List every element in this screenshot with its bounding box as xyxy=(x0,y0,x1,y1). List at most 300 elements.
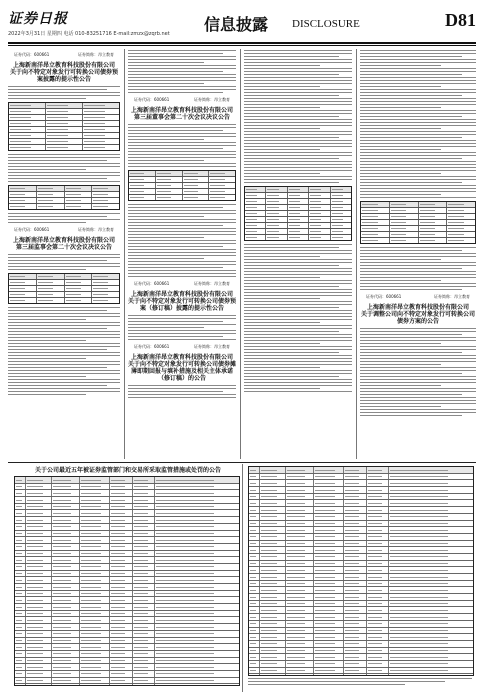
table-cell xyxy=(155,504,239,510)
table-cell xyxy=(389,661,473,667)
table-cell xyxy=(367,487,389,493)
table-cell xyxy=(80,644,110,650)
table-cell xyxy=(26,638,52,644)
table-cell xyxy=(314,628,344,634)
table-row xyxy=(15,544,239,551)
table-cell xyxy=(26,617,52,623)
table-cell xyxy=(367,587,389,593)
table-cell xyxy=(344,534,366,540)
table-row xyxy=(249,521,473,528)
table-cell xyxy=(155,631,239,637)
table-cell xyxy=(110,604,132,610)
table-cell xyxy=(389,668,473,674)
table-cell xyxy=(249,581,260,587)
table-cell xyxy=(260,641,286,647)
section-divider xyxy=(8,462,476,463)
table-cell xyxy=(249,567,260,573)
table-cell xyxy=(260,487,286,493)
table-row xyxy=(249,614,473,621)
table-cell xyxy=(15,604,26,610)
table-cell xyxy=(52,524,80,530)
table-cell xyxy=(52,537,80,543)
table-row xyxy=(15,557,239,564)
table-cell xyxy=(52,638,80,644)
column-2 xyxy=(128,48,236,460)
data-table xyxy=(8,185,120,210)
table-cell xyxy=(52,517,80,523)
table-cell xyxy=(249,547,260,553)
table-cell xyxy=(314,607,344,613)
table-cell xyxy=(314,507,344,513)
table-cell xyxy=(344,521,366,527)
table-cell xyxy=(389,581,473,587)
table-cell xyxy=(314,574,344,580)
table-cell xyxy=(133,564,155,570)
column-3 xyxy=(244,48,352,460)
table-cell xyxy=(133,477,155,483)
table-cell xyxy=(249,521,260,527)
table-cell xyxy=(389,474,473,480)
table-cell xyxy=(344,668,366,674)
announcement-title: 关于公司最近五年被证券监管部门和交易所采取监管措施或处罚的公告 xyxy=(34,467,221,474)
table-cell xyxy=(249,494,260,500)
table-cell xyxy=(389,567,473,573)
table-cell xyxy=(260,534,286,540)
table-cell xyxy=(260,541,286,547)
table-cell xyxy=(367,527,389,533)
table-row xyxy=(249,648,473,655)
table-cell xyxy=(110,551,132,557)
table-cell xyxy=(314,654,344,660)
table-row xyxy=(249,621,473,628)
table-cell xyxy=(26,517,52,523)
table-cell xyxy=(155,684,239,686)
table-row xyxy=(15,484,239,491)
table-cell xyxy=(249,654,260,660)
table-cell xyxy=(15,531,26,537)
table-cell xyxy=(249,467,260,473)
table-cell xyxy=(52,557,80,563)
table-cell xyxy=(389,521,473,527)
table-cell xyxy=(80,597,110,603)
table-cell xyxy=(133,531,155,537)
column-divider xyxy=(356,49,357,459)
table-cell xyxy=(260,574,286,580)
announcement-title: 关于向不特定对象发行可转换公司债券预案披露的提示性公告 xyxy=(9,69,118,83)
table-cell xyxy=(367,514,389,520)
table-cell xyxy=(26,678,52,684)
table-cell xyxy=(15,510,26,516)
table-cell xyxy=(389,467,473,473)
company-name: 上海新南洋昂立教育科技股份有限公司 xyxy=(12,62,115,69)
table-cell xyxy=(389,574,473,580)
table-cell xyxy=(80,591,110,597)
table-cell xyxy=(80,557,110,563)
table-cell xyxy=(367,500,389,506)
table-cell xyxy=(110,544,132,550)
company-name: 上海新南洋昂立教育科技股份有限公司 xyxy=(130,107,233,114)
table-cell xyxy=(80,490,110,496)
table-cell xyxy=(286,521,314,527)
table-cell xyxy=(26,524,52,530)
table-cell xyxy=(286,614,314,620)
table-cell xyxy=(260,480,286,486)
masthead-rule-thin xyxy=(8,45,476,46)
table-cell xyxy=(26,497,52,503)
table-cell xyxy=(52,684,80,686)
table-cell xyxy=(155,658,239,664)
table-cell xyxy=(26,671,52,677)
table-cell xyxy=(155,517,239,523)
table-row xyxy=(15,597,239,604)
data-table xyxy=(8,273,120,304)
table-row xyxy=(249,507,473,514)
table-cell xyxy=(26,597,52,603)
table-cell xyxy=(389,621,473,627)
table-cell xyxy=(133,577,155,583)
table-cell xyxy=(133,638,155,644)
table-row xyxy=(249,500,473,507)
table-cell xyxy=(286,527,314,533)
table-cell xyxy=(155,484,239,490)
table-cell xyxy=(26,658,52,664)
table-cell xyxy=(155,571,239,577)
table-cell xyxy=(367,654,389,660)
table-cell xyxy=(314,474,344,480)
table-cell xyxy=(15,631,26,637)
table-cell xyxy=(314,467,344,473)
table-cell xyxy=(15,651,26,657)
table-cell xyxy=(314,621,344,627)
table-cell xyxy=(80,497,110,503)
table-cell xyxy=(110,664,132,670)
table-cell xyxy=(314,547,344,553)
table-cell xyxy=(26,684,52,686)
table-cell xyxy=(344,474,366,480)
table-cell xyxy=(155,557,239,563)
table-cell xyxy=(389,534,473,540)
table-cell xyxy=(133,537,155,543)
table-cell xyxy=(15,644,26,650)
table-cell xyxy=(367,621,389,627)
table-cell xyxy=(155,671,239,677)
table-cell xyxy=(52,611,80,617)
table-row xyxy=(15,638,239,645)
table-cell xyxy=(52,490,80,496)
table-cell xyxy=(80,671,110,677)
table-cell xyxy=(260,614,286,620)
table-row xyxy=(249,668,473,675)
table-cell xyxy=(249,474,260,480)
table-cell xyxy=(52,510,80,516)
masthead xyxy=(8,8,476,44)
table-cell xyxy=(155,638,239,644)
table-cell xyxy=(52,651,80,657)
table-cell xyxy=(80,624,110,630)
table-cell xyxy=(344,467,366,473)
table-row xyxy=(249,547,473,554)
announcement-title: 关于向不特定对象发行可转换公司债券预案（修订稿）披露的提示性公告 xyxy=(128,298,236,312)
table-cell xyxy=(314,614,344,620)
table-cell xyxy=(110,597,132,603)
table-cell xyxy=(15,497,26,503)
table-cell xyxy=(133,644,155,650)
table-cell xyxy=(367,547,389,553)
table-cell xyxy=(155,577,239,583)
table-cell xyxy=(15,671,26,677)
table-cell xyxy=(286,467,314,473)
table-cell xyxy=(367,494,389,500)
table-cell xyxy=(15,611,26,617)
table-cell xyxy=(133,664,155,670)
table-cell xyxy=(344,648,366,654)
table-row xyxy=(15,624,239,631)
table-cell xyxy=(15,684,26,686)
dateline: 2022年3月31日 星期四 电话 010-83251716 E-mail:zmzx@zqrb.net xyxy=(8,31,170,37)
table-cell xyxy=(133,597,155,603)
table-cell xyxy=(367,648,389,654)
table-cell xyxy=(15,638,26,644)
table-cell xyxy=(155,564,239,570)
table-row xyxy=(15,571,239,578)
table-cell xyxy=(367,607,389,613)
table-cell xyxy=(286,514,314,520)
table-row xyxy=(15,517,239,524)
table-cell xyxy=(110,524,132,530)
table-cell xyxy=(155,524,239,530)
table-cell xyxy=(314,587,344,593)
table-cell xyxy=(52,497,80,503)
table-cell xyxy=(367,641,389,647)
table-cell xyxy=(52,644,80,650)
table-cell xyxy=(110,490,132,496)
table-cell xyxy=(26,664,52,670)
table-cell xyxy=(80,584,110,590)
table-row xyxy=(249,561,473,568)
table-cell xyxy=(80,658,110,664)
table-row xyxy=(249,607,473,614)
table-row xyxy=(15,611,239,618)
data-table xyxy=(244,186,352,241)
table-cell xyxy=(80,524,110,530)
announcement-title: 关于调整公司向不特定对象发行可转换公司债券方案的公告 xyxy=(360,311,475,325)
table-cell xyxy=(367,601,389,607)
table-cell xyxy=(110,658,132,664)
table-cell xyxy=(260,654,286,660)
table-cell xyxy=(260,567,286,573)
table-cell xyxy=(110,631,132,637)
table-cell xyxy=(389,614,473,620)
table-cell xyxy=(155,611,239,617)
table-cell xyxy=(344,567,366,573)
table-cell xyxy=(367,628,389,634)
table-cell xyxy=(249,500,260,506)
table-cell xyxy=(344,634,366,640)
table-row xyxy=(15,658,239,665)
table-cell xyxy=(367,554,389,560)
table-cell xyxy=(133,544,155,550)
table-cell xyxy=(80,477,110,483)
table-row xyxy=(249,641,473,648)
table-cell xyxy=(155,490,239,496)
table-cell xyxy=(15,517,26,523)
page-number: D81 xyxy=(445,10,476,30)
table-cell xyxy=(133,584,155,590)
table-cell xyxy=(26,644,52,650)
table-cell xyxy=(26,624,52,630)
table-cell xyxy=(249,527,260,533)
table-cell xyxy=(344,581,366,587)
table-cell xyxy=(52,484,80,490)
table-cell xyxy=(133,557,155,563)
table-cell xyxy=(286,494,314,500)
table-cell xyxy=(286,487,314,493)
table-cell xyxy=(286,654,314,660)
table-cell xyxy=(314,567,344,573)
table-cell xyxy=(26,604,52,610)
table-cell xyxy=(15,564,26,570)
table-cell xyxy=(80,604,110,610)
table-cell xyxy=(133,484,155,490)
table-cell xyxy=(26,484,52,490)
table-row xyxy=(15,591,239,598)
table-cell xyxy=(15,597,26,603)
table-cell xyxy=(260,507,286,513)
table-cell xyxy=(367,567,389,573)
table-cell xyxy=(249,587,260,593)
table-cell xyxy=(155,591,239,597)
table-cell xyxy=(26,531,52,537)
table-cell xyxy=(52,617,80,623)
table-cell xyxy=(155,531,239,537)
table-cell xyxy=(314,514,344,520)
table-cell xyxy=(389,541,473,547)
announcement-header: 证券代码：600661 证券简称：昂立教育 上海新南洋昂立教育科技股份有限公司 关于向不特定对象发行可转换公司债券预案披露的提示性公告 xyxy=(9,52,118,83)
table-cell xyxy=(52,571,80,577)
table-cell xyxy=(260,561,286,567)
table-cell xyxy=(133,497,155,503)
table-cell xyxy=(314,527,344,533)
table-cell xyxy=(389,500,473,506)
table-cell xyxy=(260,668,286,674)
table-cell xyxy=(155,644,239,650)
table-cell xyxy=(286,561,314,567)
table-cell xyxy=(155,537,239,543)
table-cell xyxy=(367,614,389,620)
table-cell xyxy=(314,668,344,674)
table-cell xyxy=(389,480,473,486)
table-cell xyxy=(249,487,260,493)
table-cell xyxy=(52,531,80,537)
table-cell xyxy=(15,658,26,664)
table-cell xyxy=(367,534,389,540)
table-cell xyxy=(389,494,473,500)
table-cell xyxy=(26,651,52,657)
table-cell xyxy=(80,537,110,543)
table-row xyxy=(249,527,473,534)
table-cell xyxy=(155,604,239,610)
table-row xyxy=(15,671,239,678)
table-row xyxy=(15,684,239,686)
table-row xyxy=(15,477,239,484)
table-cell xyxy=(15,617,26,623)
table-row xyxy=(15,631,239,638)
table-cell xyxy=(110,638,132,644)
table-cell xyxy=(26,551,52,557)
table-cell xyxy=(110,517,132,523)
table-cell xyxy=(286,607,314,613)
table-cell xyxy=(133,510,155,516)
table-cell xyxy=(155,544,239,550)
table-cell xyxy=(80,551,110,557)
table-cell xyxy=(260,474,286,480)
table-row xyxy=(249,661,473,668)
table-cell xyxy=(286,628,314,634)
table-row xyxy=(249,480,473,487)
table-cell xyxy=(52,664,80,670)
table-cell xyxy=(260,521,286,527)
table-cell xyxy=(314,594,344,600)
table-cell xyxy=(80,638,110,644)
table-cell xyxy=(249,621,260,627)
table-cell xyxy=(314,648,344,654)
table-cell xyxy=(80,531,110,537)
table-cell xyxy=(133,517,155,523)
table-cell xyxy=(249,614,260,620)
table-cell xyxy=(249,507,260,513)
table-row xyxy=(15,604,239,611)
table-row xyxy=(15,678,239,685)
announcement-header: 证券代码：600661 证券简称：昂立教育 上海新南洋昂立教育科技股份有限公司 关于向不特定对象发行可转换公司债券预案（修订稿）披露的提示性公告 xyxy=(128,281,236,312)
table-cell xyxy=(155,664,239,670)
table-cell xyxy=(314,494,344,500)
table-row xyxy=(15,497,239,504)
table-cell xyxy=(15,524,26,530)
table-cell xyxy=(80,571,110,577)
table-row xyxy=(249,594,473,601)
regulatory-measures-table-continued xyxy=(248,466,474,676)
table-cell xyxy=(110,678,132,684)
table-cell xyxy=(314,541,344,547)
table-cell xyxy=(314,534,344,540)
table-cell xyxy=(110,504,132,510)
table-cell xyxy=(314,487,344,493)
table-cell xyxy=(249,574,260,580)
table-cell xyxy=(155,678,239,684)
table-cell xyxy=(15,557,26,563)
column-1 xyxy=(8,48,120,460)
table-cell xyxy=(80,484,110,490)
table-cell xyxy=(367,668,389,674)
table-cell xyxy=(344,601,366,607)
table-cell xyxy=(110,684,132,686)
table-cell xyxy=(80,577,110,583)
table-cell xyxy=(155,617,239,623)
table-cell xyxy=(133,678,155,684)
table-cell xyxy=(344,561,366,567)
table-cell xyxy=(110,564,132,570)
table-cell xyxy=(389,601,473,607)
announcement-header: 证券代码：600661 证券简称：昂立教育 上海新南洋昂立教育科技股份有限公司 第三届监事会第二十次会议决议公告 xyxy=(8,227,120,251)
column-divider xyxy=(242,464,243,692)
table-cell xyxy=(15,678,26,684)
table-cell xyxy=(80,510,110,516)
table-cell xyxy=(260,601,286,607)
table-cell xyxy=(133,611,155,617)
table-cell xyxy=(344,527,366,533)
table-cell xyxy=(26,537,52,543)
table-cell xyxy=(26,571,52,577)
